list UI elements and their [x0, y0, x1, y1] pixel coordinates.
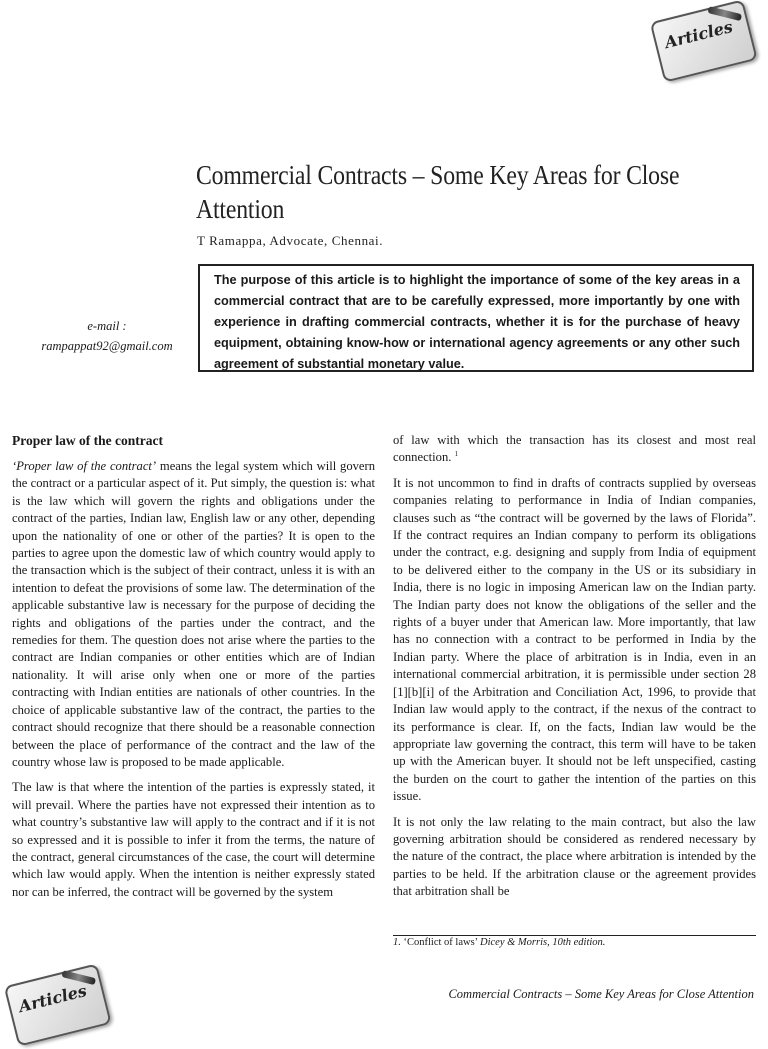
section-heading: Proper law of the contract	[12, 433, 163, 448]
badge-label: Articles	[662, 16, 735, 53]
email-address: rampappat92@gmail.com	[41, 339, 173, 353]
footnote-number: 1.	[393, 937, 401, 948]
article-title: Commercial Contracts – Some Key Areas for Close Attention	[196, 160, 680, 224]
author-email	[22, 316, 192, 356]
paragraph	[393, 432, 756, 467]
paragraph: The law is that where the intention of the parties is expressly stated, it will prevail. Where the parties have not expressed their intention as to what country’s substantive law will apply to the contract and if it is not so expressed and it is possible to infer it from the terms, the nature of the contract, general circumstances of the case, the court will determine which law would apply. When the intention is neither expressly stated nor can be inferred, the contract will be governed by the system	[12, 780, 375, 899]
paragraph: It is not only the law relating to the main contract, but also the law governing arbitration should be considered as rendered necessary by the nature of the contract, the place where arbitration is intended by the parties to be held. If the arbitration clause or the agreement provides that arbitration shall be	[393, 814, 756, 899]
footnote	[393, 937, 756, 948]
articles-badge-top	[650, 0, 759, 85]
footnote-ref[interactable]: 1	[454, 450, 459, 459]
running-footer: Commercial Contracts – Some Key Areas for Close Attention	[448, 987, 754, 1001]
abstract-box: The purpose of this article is to highlight the importance of some of the key areas in a commercial contract that are to be carefully expressed, more importantly by one with experience in drafting commercial contracts, whether it is for the purchase of heavy equipment, obtaining know-how or international agency agreements or any other such agreement of substantial monetary value.	[198, 264, 754, 372]
right-column	[393, 432, 756, 909]
paragraph: It is not uncommon to find in drafts of contracts supplied by overseas companies relating to performance in India of Indian companies, clauses such as “the contract will be governed by the laws of Florida”. If the contract requires an Indian company to perform its obligations under the contract, e.g. designing and supply from India of equipment to be delivered either to the company in the US or its subsidiary in India, there is no logic in imposing American law on the Indian party. The Indian party does not know the obligations of the seller and the rights of a buyer under that American law. More importantly, that law has no connection with a contract to be performed in India by the Indian party. Where the place of arbitration is in India, even in an international commercial arbitration, it is permissible under section 28 [1][b][i] of the Arbitration and Conciliation Act, 1996, to provide that Indian law would apply to the contract, if the nexus of the contract to its performance is clear. If, on the facts, Indian law would be the appropriate law governing the contract, this term will have to be taken up with the American buyer. It should not be left unspecified, casting the burden on the court to gather the intention of the parties on this issue.	[393, 475, 756, 804]
left-column	[12, 432, 375, 909]
badge-label: Articles	[16, 980, 89, 1017]
email-label: e-mail :	[87, 319, 127, 333]
articles-badge-bottom	[4, 963, 113, 1048]
paragraph-text: means the legal system which will govern the contract or a particular aspect of it. Put simply, the question is: what is the law which will govern the rights and obligations under the contract of the parties, Indian law, English law or any other, depending upon the nationality of one or other of the parties? It is open to the parties to agree upon the domestic law of which country would apply to the transaction which is the subject of their contract, unless it is with an intention to defeat the provisions of some law. The determination of the applicable substantive law is necessary for the purpose of deciding the rights and obligations of the parties under the contract, and the remedies for them. The question does not arise where the parties to the contract are Indian companies or other entities which are of Indian nationality. It will arise only when one or more of the parties contracting with Indian entities are nationals of other countries. In the choice of applicable substantive law of the contract, the parties to the contract should recognize that there should be a reasonable connection between the place of performance of the contract and the law of the country whose law is proposed to be made applicable.	[12, 459, 375, 769]
defined-term: ‘Proper law of the contract’	[12, 459, 157, 473]
footnote-source: Dicey & Morris, 10th edition.	[480, 937, 606, 948]
footnote-divider	[393, 935, 756, 936]
paragraph-text: of law with which the transaction has its closest and most real connection.	[393, 433, 756, 465]
footnote-text: ‘Conflict of laws’	[400, 937, 480, 948]
article-author: T Ramappa, Advocate, Chennai.	[197, 233, 384, 248]
paragraph	[12, 458, 375, 771]
